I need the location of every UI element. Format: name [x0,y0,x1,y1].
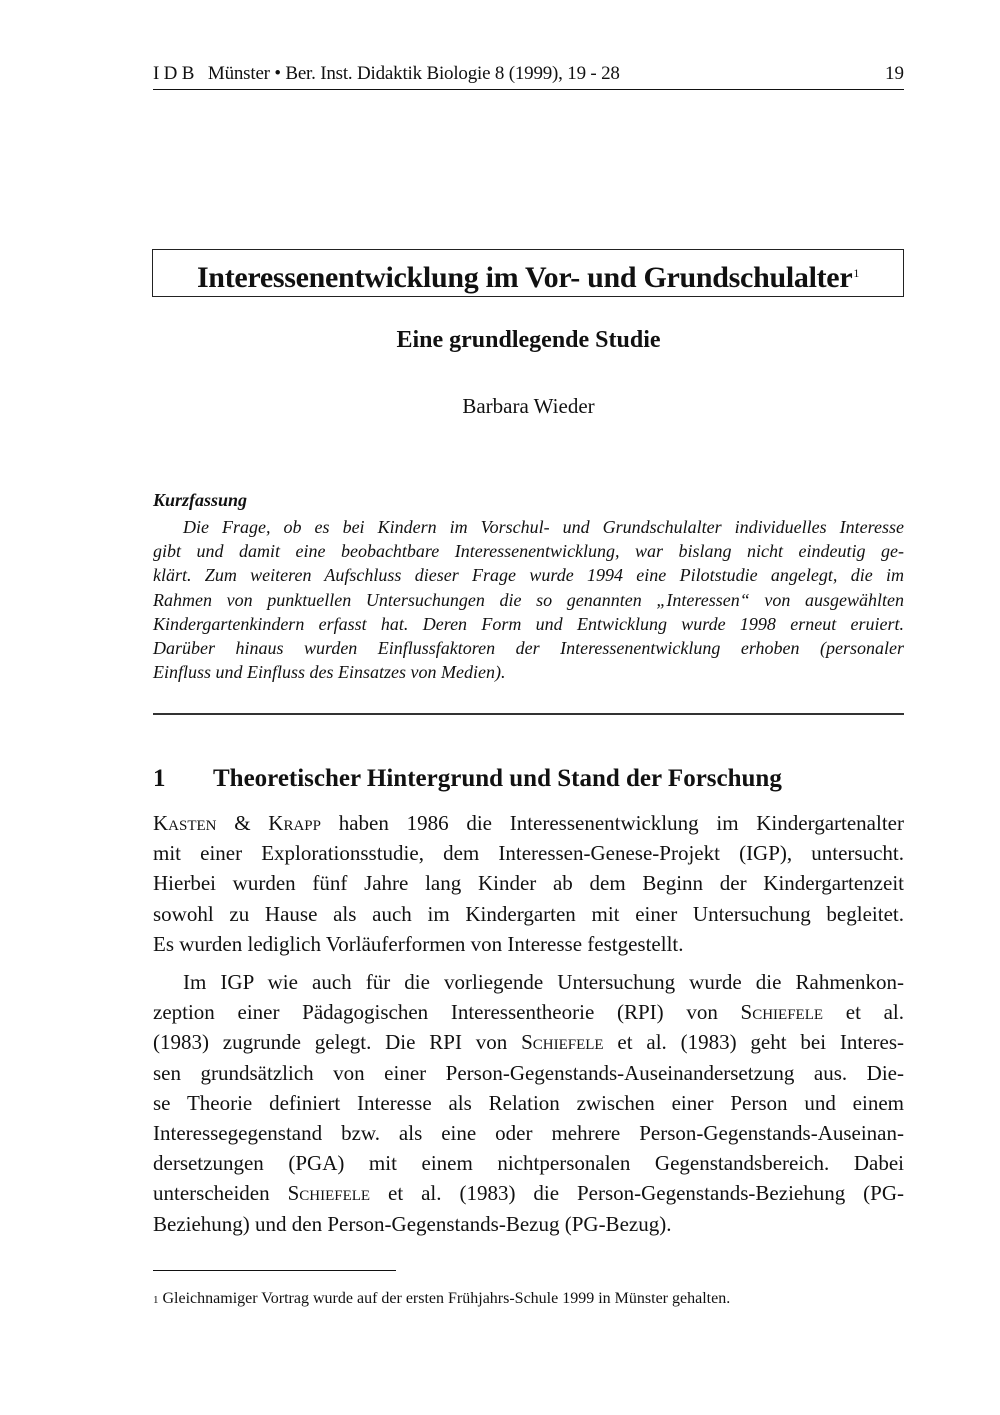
abstract-line: Darüber hinaus wurden Einflussfaktoren der Interessenentwicklung erhoben (personaler [153,637,904,658]
text-fragment: & [216,811,269,835]
author-citation: Schiefele [521,1030,604,1055]
paragraph-line: sowohl zu Hause als auch im Kindergarten mit einer Untersuchung begleitet. [153,901,904,926]
paragraph-line: se Theorie definiert Interesse als Relation zwischen einer Person und einem [153,1090,904,1115]
journal-citation: I D B Münster • Ber. Inst. Didaktik Biologie 8 (1999), 19 - 28 [153,63,620,84]
paragraph-line: dersetzungen (PGA) mit einem nichtpersonalen Gegenstandsbereich. Dabei [153,1151,904,1176]
section-title: Theoretischer Hintergrund und Stand der Forschung [213,765,782,792]
paragraph-line [153,1027,904,1057]
paper-title-text: Interessenentwicklung im Vor- und Grundschulalter [196,261,853,294]
paragraph-line: Interessegegenstand bzw. als eine oder mehrere Person-Gegenstands-Auseinan- [153,1120,904,1145]
paper-subtitle: Eine grundlegende Studie [396,327,661,353]
author-name: Barbara Wieder [462,394,595,418]
paragraph-1 [153,808,904,959]
paragraph-line: Im IGP wie auch für die vorliegende Untersuchung wurde die Rahmenkon- [183,970,904,994]
section-heading [153,763,782,795]
text-fragment: unterscheiden [153,1181,288,1206]
text-fragment: et al. [823,1000,904,1025]
paragraph-line: Es wurden lediglich Vorläuferformen von Interesse festgestellt. [153,931,684,956]
text-fragment: haben 1986 die Interessenentwicklung im Kindergartenalter [320,811,904,835]
abstract-heading: Kurzfassung [153,490,248,510]
header-rule [153,89,904,90]
abstract-line: Kindergartenkindern erfasst hat. Deren Form und Entwicklung wurde 1998 erneut eruiert. [153,613,904,634]
abstract-divider [153,713,904,715]
author-citation: Schiefele [287,1181,371,1206]
text-fragment: et al. (1983) geht bei Interes- [603,1030,904,1055]
abstract-line: Rahmen von punktuellen Untersuchungen die so genannten „Interessen“ von ausgewählten [153,589,904,610]
paragraph-line: Hierbei wurden fünf Jahre lang Kinder ab dem Beginn der Kindergartenzeit [153,871,904,896]
page-number: 19 [885,63,904,84]
abstract-line: Einfluss und Einfluss des Einsatzes von Medien). [153,662,506,683]
author-citation: Schiefele [740,1000,824,1025]
footnote-mark: 1 [153,1294,159,1306]
abstract-line: Die Frage, ob es bei Kindern im Vorschul- und Grundschulalter individuelles Interesse [183,517,904,537]
paragraph-line: Beziehung) und den Person-Gegenstands-Bezug (PG-Bezug). [153,1211,672,1236]
paragraph-2 [153,967,904,1239]
paragraph-line [153,1178,904,1208]
paragraph-line [153,997,904,1027]
paragraph-line: mit einer Explorationsstudie, dem Interessen-Genese-Projekt (IGP), untersucht. [153,841,904,866]
title-footnote-mark: 1 [853,266,860,280]
text-fragment: zeption einer Pädagogischen Interessentheorie (RPI) von [153,1000,741,1025]
paragraph-line: sen grundsätzlich von einer Person-Gegenstands-Auseinandersetzung aus. Die- [153,1060,904,1085]
title-box [152,249,904,297]
abstract-line: gibt und damit eine beobachtbare Interessenentwicklung, war bislang nicht eindeutig ge- [153,541,904,562]
paragraph-line [153,808,904,838]
author-citation: Krapp [268,811,321,835]
abstract-line: klärt. Zum weiteren Aufschluss dieser Frage wurde 1994 eine Pilotstudie angelegt, die im [153,565,904,586]
author-citation: Kasten [153,811,217,835]
footnote-text: Gleichnamiger Vortrag wurde auf der ersten Frühjahrs-Schule 1999 in Münster gehalten. [162,1290,731,1307]
section-number: 1 [153,765,166,792]
abstract-body [153,515,904,684]
text-fragment: (1983) zugrunde gelegt. Die RPI von [153,1030,522,1055]
footnote-rule [153,1270,396,1271]
text-fragment: et al. (1983) die Person-Gegenstands-Beziehung (PG- [370,1181,904,1206]
paper-title [153,256,903,295]
footnote [153,1289,730,1310]
